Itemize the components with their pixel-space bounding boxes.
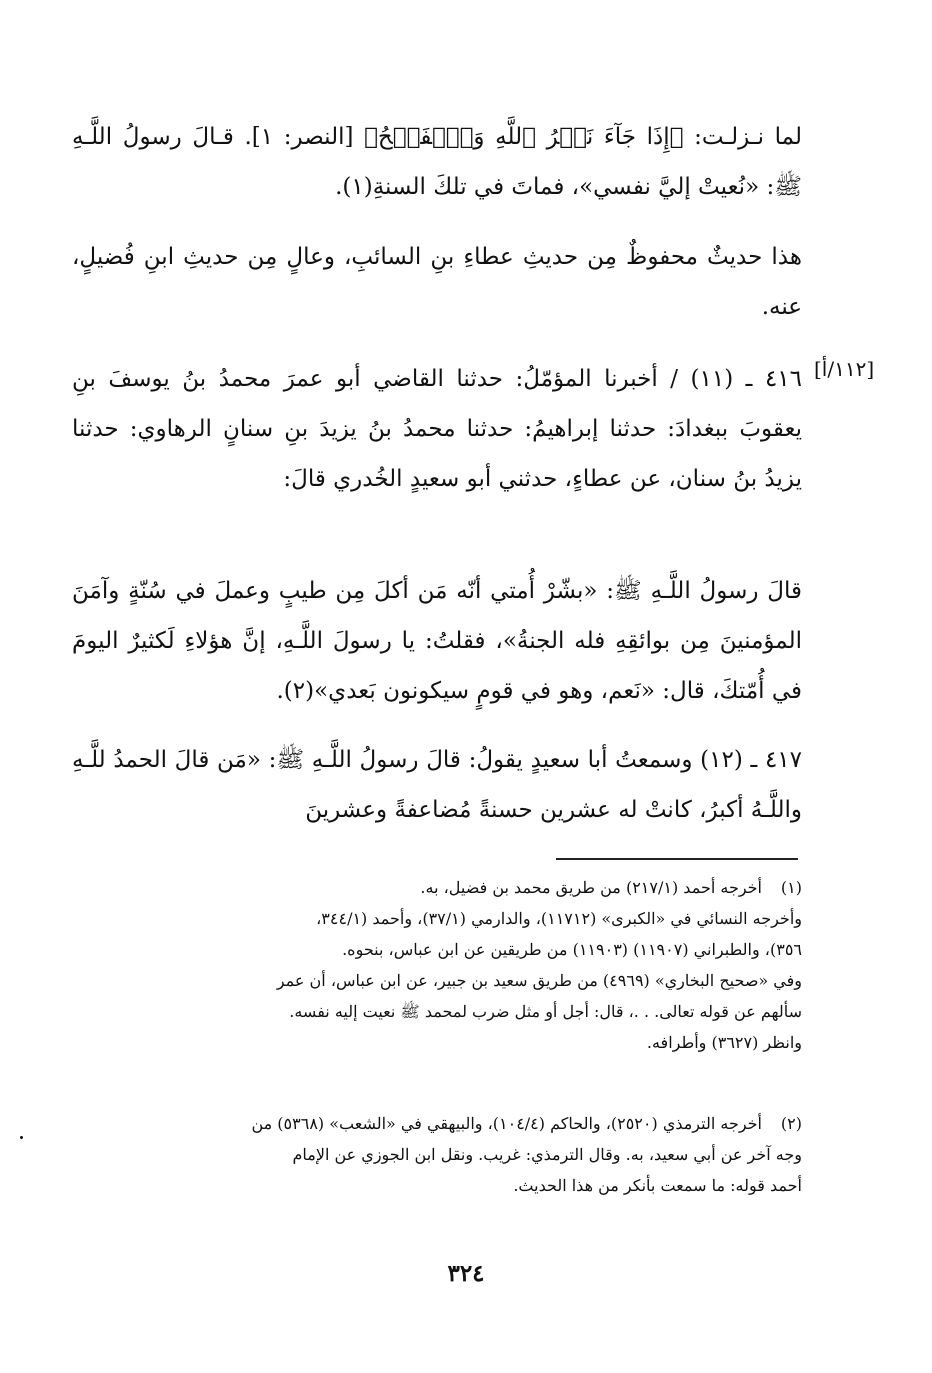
manuscript-folio-reference: [١١٢/أ] [814, 357, 875, 381]
footnote-line: وانظر (٣٦٢٧) وأطرافه. [646, 1033, 802, 1052]
scan-speck [20, 1136, 23, 1139]
footnote-line: أحمد قوله: ما سمعت بأنكر من هذا الحديث. [513, 1176, 802, 1195]
paragraph-hadith-417: ٤١٧ ـ (١٢) وسمعتُ أبا سعيدٍ يقولُ: قالَ رسولُ اللَّـهِ ﷺ: «مَن قالَ الحمدُ للَّـهِ واللَّـهُ أكبرُ، كانتْ له عشرين حسنةً مُضاعفةً وعشرينَ [72, 747, 802, 823]
footnote-divider [556, 858, 798, 860]
paragraph-hadith-416-matn: قالَ رسولُ اللَّـهِ ﷺ: «بشّرْ أُمتي أنّه مَن أكلَ مِن طيبٍ وعملَ في سُنّةٍ وآمَنَ المؤمنينَ مِن بوائقِهِ فله الجنةُ»، فقلتُ: يا رسولَ اللَّـهِ، إنَّ هؤلاءِ لَكثيرٌ اليومَ في أُمّتكَ، قال: «نَعم، وهو في قومٍ سيكونون بَعدي»(٢). [72, 578, 802, 704]
footnote-line: ٣٥٦)، والطبراني (١١٩٠٧) (١١٩٠٣) من طريقين عن ابن عباس، بنحوه. [342, 940, 802, 959]
paragraph-quran-revelation: لما نـزلـت: ﴿إِذَا جَآءَ نَصۡرُ ٱللَّهِ وَٱلۡفَتۡحُ﴾ [النصر: ١]. قـالَ رسولُ اللَّـهِ ﷺ: «نُعيتْ إليَّ نفسي»، فماتَ في تلكَ السنةِ(١). [72, 124, 802, 200]
footnote-line: (٢)أخرجه الترمذي (٢٥٢٠)، والحاكم (١٠٤/٤)، والبيهقي في «الشعب» (٥٣٦٨) من [72, 1108, 802, 1139]
footnote-line: وفي «صحيح البخاري» (٤٩٦٩) من طريق سعيد بن جبير، عن ابن عباس، أن عمر [276, 971, 802, 990]
footnote-line: سألهم عن قوله تعالى. . .، قال: أجل أو مثل ضرب لمحمد ﷺ نعيت إليه نفسه. [289, 1002, 802, 1021]
paragraph-hadith-grading: هذا حديثٌ محفوظٌ مِن حديثِ عطاءِ بنِ السائبِ، وعالٍ مِن حديثِ ابنِ فُضيلٍ، عنه. [72, 244, 802, 320]
footnote-line: (١)أخرجه أحمد (٢١٧/١) من طريق محمد بن فضيل، به. [72, 872, 802, 903]
paragraph-hadith-416-isnad: ٤١٦ ـ (١١) / أخبرنا المؤمّلُ: حدثنا القاضي أبو عمرَ محمدُ بنُ يوسفَ بنِ يعقوبَ ببغدادَ: حدثنا إبراهيمُ: حدثنا محمدُ بنُ يزيدَ بنِ سنانٍ الرهاوي: حدثنا يزيدُ بنُ سنان، عن عطاءٍ، حدثني أبو سعيدٍ الخُدري قالَ: [72, 366, 802, 492]
footnote-1 [72, 872, 802, 1058]
footnote-number: (٢) [780, 1114, 802, 1133]
footnote-line: وجه آخر عن أبي سعيد، به. وقال الترمذي: غريب. ونقل ابن الجوزي عن الإمام [292, 1145, 802, 1164]
page-number: ٣٢٤ [447, 1260, 485, 1287]
footnote-number: (١) [780, 878, 802, 897]
footnote-line: وأخرجه النسائي في «الكبرى» (١١٧١٢)، والدارمي (٣٧/١)، وأحمد (٣٤٤/١، [316, 909, 802, 928]
footnote-2 [72, 1108, 802, 1201]
